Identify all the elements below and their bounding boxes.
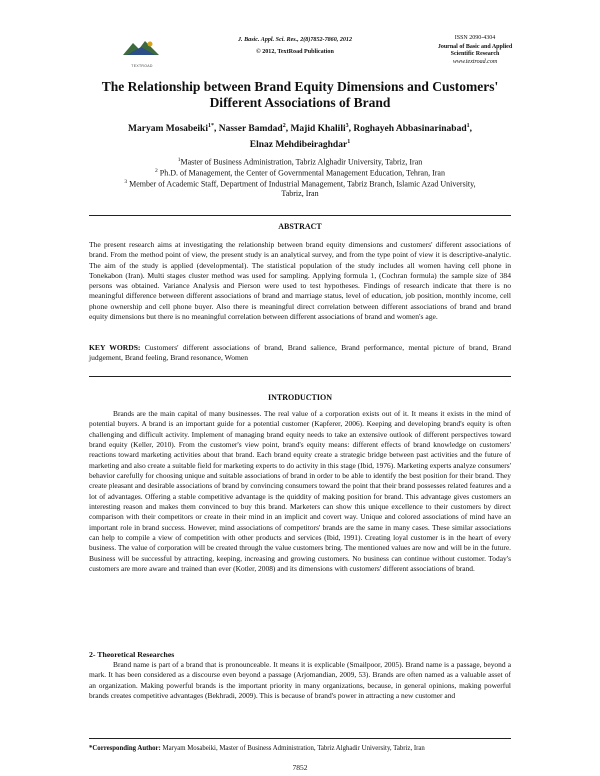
title-line-1: The Relationship between Brand Equity Dimensions and Customers' xyxy=(101,79,499,94)
affiliation-2 xyxy=(0,167,600,178)
affiliation-1 xyxy=(0,156,600,167)
journal-info-block xyxy=(420,34,530,66)
title-line-2: Different Associations of Brand xyxy=(209,95,391,110)
author-list xyxy=(0,120,600,152)
author-sup: 1* xyxy=(207,123,214,129)
journal-website: www.textroad.com xyxy=(452,59,498,65)
author-sup: 3 xyxy=(345,123,349,129)
journal-name-line-2: Scientific Research xyxy=(450,51,500,57)
footnote-label: *Corresponding Author: xyxy=(89,745,161,752)
affiliation-text: Ph.D. of Management, the Center of Governmental Management Education, Tehran, Iran xyxy=(159,168,445,178)
authors-line-2 xyxy=(0,136,600,152)
footnote-rule xyxy=(89,738,511,739)
affiliation-3-cont: Tabriz, Iran xyxy=(281,189,319,199)
affiliation-text: Member of Academic Staff, Department of Industrial Management, Tabriz Branch, Islamic Azad University, xyxy=(129,179,476,189)
author-sup: 1 xyxy=(347,139,351,146)
keywords-label: KEY WORDS: xyxy=(89,343,141,352)
affiliations xyxy=(0,156,600,199)
journal-citation: J. Basic. Appl. Sci. Res., 2(8)7852-7860, 2012 xyxy=(237,37,353,43)
affiliation-sup: 3 xyxy=(124,179,128,186)
abstract-top-rule xyxy=(89,215,511,216)
affiliation-3 xyxy=(0,178,600,189)
abstract-heading: ABSTRACT xyxy=(278,222,322,231)
copyright-line: © 2012, TextRoad Publication xyxy=(256,49,334,55)
author-sup: 2 xyxy=(282,123,286,129)
author-name: Majid Khalili xyxy=(290,124,346,135)
logo-text: TEXTROAD xyxy=(131,64,153,68)
author-sup: 1 xyxy=(466,123,470,129)
journal-citation-block xyxy=(200,34,390,58)
footnote-text: Maryam Mosabeiki, Master of Business Administration, Tabriz Alghadir University, Tabriz, Iran xyxy=(162,745,425,752)
author-name: Elnaz Mehdibeiraghdar xyxy=(249,140,348,151)
section-2-text: Brand name is part of a brand that is pronounceable. It means it is explicable (Smailpoor, 2005). Brand name is a passage, beyond a mark. It has been considered as a discourse even beyond a passage (Arjomandian, 2009, 53). Brands are often named as a valuable asset of an organization. Making powerful brands is the important priority in many organizations, because, in general opinions, making powerful brands creates competitive advantages (Bekhradi, 2009). This is because of brand's power in attracting a new customer and xyxy=(89,660,511,701)
affiliation-sup: 2 xyxy=(155,168,158,175)
introduction-heading: INTRODUCTION xyxy=(267,393,332,402)
corresponding-author-footnote xyxy=(89,744,511,753)
authors-line-1: Maryam Mosabeiki$^{1*}$, Nasser Bamdad$^2$, Majid Khalili$^3$, Roghayeh Abbasinarinabad$^1$, xyxy=(128,123,472,135)
abstract-text: The present research aims at investigating the relationship between brand equity dimensions and customers' different associations of brand. From the method point of view, the present study is an analytical survey, and from the type point of view it is descriptive-analytic. The aim of the study is applied (developmental). The statistical population of the study includes all women having cell phone in Tonekabon (Iran). Multi stages cluster method was used for sampling. Applying formula 1, (Cochran formula) the sample size of 384 persons was obtained. Variance Analysis and Pierson were used to test hypotheses. Findings of research indicate that there is no meaningful difference between different associations of brand and marriage status, level of education, job position, monthly income, cell phone ownership and cell phone buyer. Also there is meaningful direct correlation between different associations of brand and brand equity dimensions but there is no meaningful correlation between different associations of brand and women's age. xyxy=(89,240,511,322)
keywords xyxy=(89,343,511,364)
issn: ISSN 2090-4304 xyxy=(454,35,496,41)
abstract-bottom-rule xyxy=(89,376,511,377)
affiliation-text: Master of Business Administration, Tabriz Alghadir University, Tabriz, Iran xyxy=(180,157,423,167)
journal-name-line-1: Journal of Basic and Applied xyxy=(437,44,513,50)
keywords-text: Customers' different associations of brand, Brand salience, Brand performance, mental picture of brand, Brand judgement, Brand feeling, Brand resonance, Women xyxy=(89,343,511,363)
section-2-heading: 2- Theoretical Researches xyxy=(89,650,175,659)
paper-title xyxy=(0,79,600,111)
textroad-logo xyxy=(119,37,163,59)
author-name: Maryam Mosabeiki xyxy=(128,124,208,135)
page-number: 7852 xyxy=(292,763,308,772)
journal-header xyxy=(0,34,600,74)
author-name: Roghayeh Abbasinarinabad xyxy=(353,124,467,135)
introduction-text: Brands are the main capital of many businesses. The real value of a corporation exists out of it. It means it exists in the mind of potential buyers. A brand is an important guide for a potential customer (Kapferer, 2006). Keeping and developing brand's equity is often challenging and difficult activity. Implement of managing brand equity needs to take an extensive outlook of different perspectives toward brand equity (Keller, 2010). From the customer's view point, brand's equity means: different effects of brand knowledge on customers' reactions toward marketing activities about that brand. Each brand equity create a strategic bridge between past activities and the future of marketing and also create a suitable field for marketing experts to do activity in this stage (Ibid, 1976). Marketing experts analyze consumers' behavior carefully for choosing unique and suitable associations of brand in order to be able to identify the best position for their brand. They create pleasant and desirable associations of brand by convincing consumers toward the point that their brand possesses related features and a lot of advantages. Offering a stable competitive advantage is the quiddity of making position for brand. This advantage gives customers an interesting reason and makes them convinced to buy this brand. Marketers can show this unique excellence to their customers by direct comparison with their competitors or create in their mind in an implicit and covert way. Unique and colored associations of mind have an important role in brand success. However, mind associations of competitors' brands are the same in many cases. These similar associations can help to compile a view of competition with other products and services (Ibid, 1991). Creating loyal customer is in the heart of every business. The value of corporation will be created through the value customers bring. The mentioned values are now and will be in the future. Business will be successful by attracting, keeping, increasing and growing customers. No business can continue without customer. Today's customers are more aware and trained than ever (Kotler, 2008) and its dimensions with customers' different associations of brand. xyxy=(89,409,511,574)
affiliation-sup: 1 xyxy=(177,157,181,163)
author-name: Nasser Bamdad xyxy=(218,124,283,135)
